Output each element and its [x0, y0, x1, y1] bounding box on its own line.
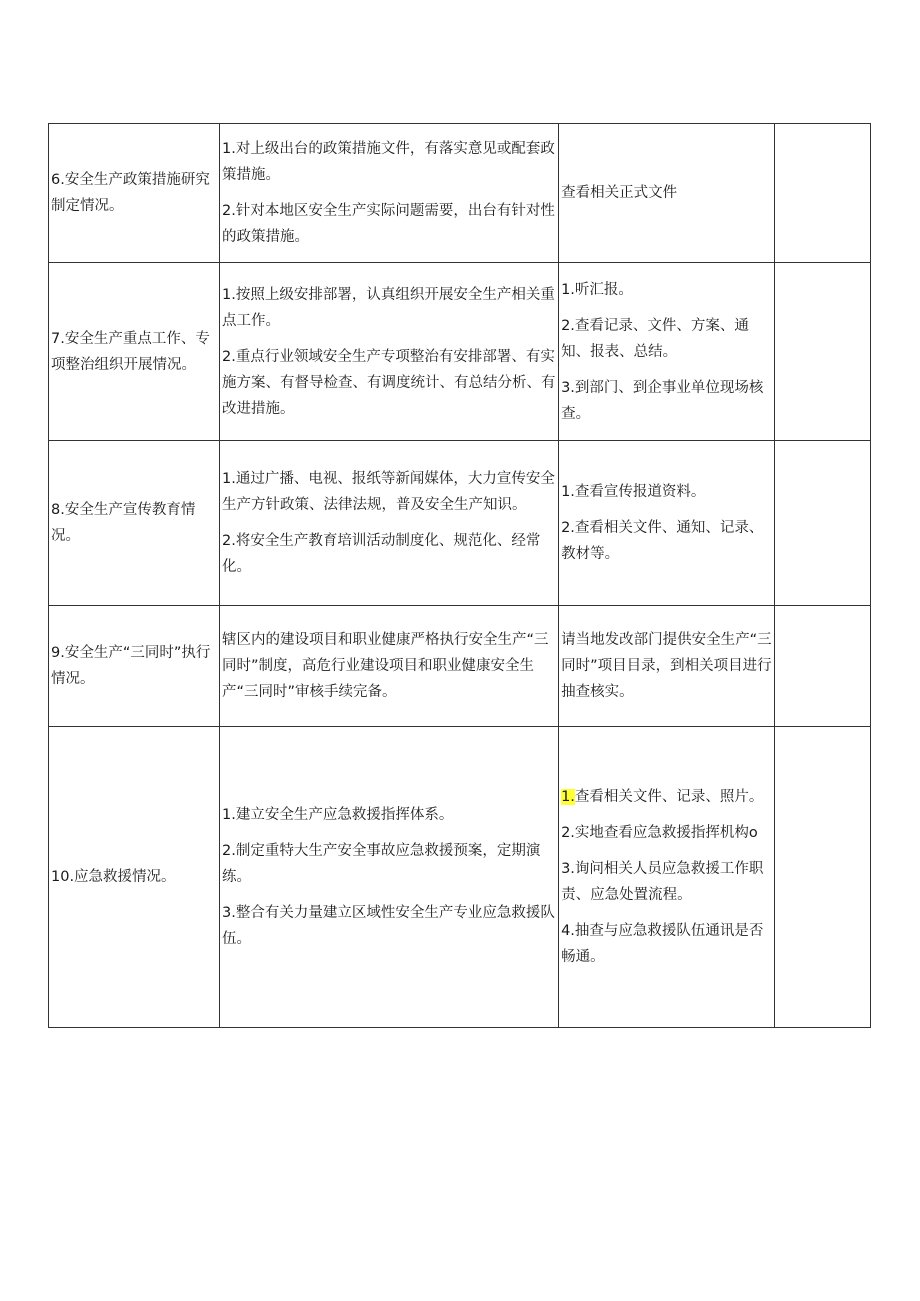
item-text: 6.安全生产政策措施研究制定情况。	[51, 172, 210, 214]
item-text: 9.安全生产“三同时”执行情况。	[51, 645, 211, 687]
item-text: 8.安全生产宣传教育情况。	[51, 502, 196, 544]
table-row	[49, 441, 871, 606]
methods-cell	[559, 727, 775, 1028]
item-text: 7.安全生产重点工作、专项整治组织开展情况。	[51, 330, 210, 373]
requirement-text: 1.按照上级安排部署，认真组织开展安全生产相关重点工作。	[222, 286, 555, 329]
method-text: 请当地发改部门提供安全生产“三同时”项目目录，到相关项目进行抽查核实。	[561, 632, 772, 700]
methods-cell	[559, 441, 775, 606]
requirement-text: 1.对上级出台的政策措施文件，有落实意见或配套政策措施。	[222, 141, 555, 183]
item-cell	[49, 263, 220, 441]
requirement-text: 2.制定重特大生产安全事故应急救援预案，定期演练。	[222, 843, 541, 885]
methods-cell	[559, 263, 775, 441]
requirement-text: 辖区内的建设项目和职业健康严格执行安全生产“三同时”制度，高危行业建设项目和职业健康安全生产“三同时”审核手续完备。	[222, 632, 549, 700]
table-row	[49, 606, 871, 727]
highlighted-marker: 1.	[561, 789, 575, 805]
requirement-text: 1.通过广播、电视、报纸等新闻媒体，大力宣传安全生产方针政策、法律法规，普及安全生产知识。	[222, 471, 555, 513]
method-text: 查看相关正式文件	[561, 185, 678, 201]
blank-cell	[775, 606, 871, 727]
requirements-cell	[220, 124, 559, 263]
method-text: 3.询问相关人员应急救援工作职责、应急处置流程。	[561, 861, 764, 903]
requirements-cell	[220, 263, 559, 441]
method-text	[561, 784, 772, 810]
table-row	[49, 727, 871, 1028]
method-text: 4.抽查与应急救援队伍通讯是否畅通。	[561, 923, 764, 965]
requirement-text: 1.建立安全生产应急救援指挥体系。	[222, 807, 454, 823]
requirements-cell	[220, 606, 559, 727]
requirement-text: 2.针对本地区安全生产实际问题需要，出台有针对性的政策措施。	[222, 203, 555, 245]
item-cell	[49, 727, 220, 1028]
method-text: 1.查看宣传报道资料。	[561, 484, 706, 500]
table-row	[49, 124, 871, 263]
method-text: 2.实地查看应急救援指挥机构o	[561, 825, 758, 841]
blank-cell	[775, 124, 871, 263]
requirement-text: 3.整合有关力量建立区域性安全生产专业应急救援队伍。	[222, 905, 555, 947]
methods-cell	[559, 606, 775, 727]
item-cell	[49, 606, 220, 727]
item-cell	[49, 441, 220, 606]
methods-cell	[559, 124, 775, 263]
requirement-text: 2.将安全生产教育培训活动制度化、规范化、经常化。	[222, 533, 541, 575]
method-text: 2.查看记录、文件、方案、通知、报表、总结。	[561, 317, 749, 360]
table-row	[49, 263, 871, 441]
blank-cell	[775, 441, 871, 606]
item-text: 10.应急救援情况。	[51, 869, 176, 885]
blank-cell	[775, 727, 871, 1028]
blank-cell	[775, 263, 871, 441]
method-first-text: 查看相关文件、记录、照片。	[574, 789, 764, 805]
inspection-table	[48, 123, 871, 1028]
method-text: 2.查看相关文件、通知、记录、教材等。	[561, 520, 764, 562]
requirements-cell	[220, 441, 559, 606]
method-text: 1.听汇报。	[561, 281, 633, 298]
method-text: 3.到部门、到企事业单位现场核查。	[561, 379, 764, 422]
requirement-text: 2.重点行业领域安全生产专项整治有安排部署、有实施方案、有督导检查、有调度统计、有总结分析、有改进措施。	[222, 348, 556, 417]
requirements-cell	[220, 727, 559, 1028]
item-cell	[49, 124, 220, 263]
